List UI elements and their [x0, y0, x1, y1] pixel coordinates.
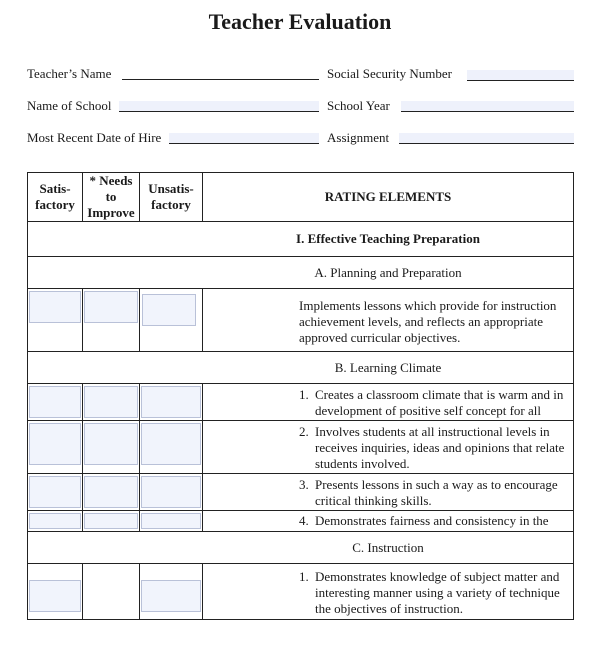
item-number: 4. — [299, 513, 309, 528]
rating-element-item — [203, 421, 573, 472]
unsatisfactory-checkbox[interactable] — [141, 580, 201, 612]
rating-element-item — [203, 511, 573, 529]
satisfactory-checkbox[interactable] — [29, 386, 81, 418]
item-text: Demonstrates fairness and consistency in the — [315, 513, 549, 528]
satisfactory-checkbox[interactable] — [29, 291, 81, 323]
hire-date-label: Most Recent Date of Hire — [27, 130, 162, 145]
subsection-row — [28, 352, 574, 384]
table-row — [28, 474, 574, 511]
subsection-title-b: B. Learning Climate — [28, 352, 574, 384]
rating-table — [27, 172, 574, 620]
school-year-field[interactable] — [401, 101, 574, 112]
table-row — [28, 421, 574, 474]
col-needs-improve — [83, 173, 140, 222]
satisfactory-checkbox[interactable] — [29, 423, 81, 465]
needs-improve-checkbox[interactable] — [84, 476, 138, 508]
table-row — [28, 289, 574, 352]
col-unsatisfactory — [140, 173, 203, 222]
needs-improve-checkbox[interactable] — [84, 580, 138, 612]
subsection-row — [28, 257, 574, 289]
unsatisfactory-checkbox[interactable] — [141, 386, 201, 418]
item-number: 2. — [299, 424, 309, 439]
subsection-title-c: C. Instruction — [28, 532, 574, 564]
satisfactory-checkbox[interactable] — [29, 476, 81, 508]
needs-improve-checkbox[interactable] — [84, 423, 138, 465]
school-name-field[interactable] — [119, 101, 319, 112]
rating-element-text: Implements lessons which provide for instruction achievement levels, and reflects an appropriate approved curricular objectives. — [299, 298, 557, 345]
section-row — [28, 222, 574, 257]
needs-improve-checkbox[interactable] — [84, 386, 138, 418]
unsatisfactory-checkbox[interactable] — [141, 513, 201, 529]
unsatisfactory-checkbox[interactable] — [141, 423, 201, 465]
col-satisfactory-line1: Satis- — [39, 181, 71, 196]
item-text: Creates a classroom climate that is warm and in development of positive self concept for all — [315, 387, 564, 418]
page-title: Teacher Evaluation — [208, 9, 392, 34]
ssn-label: Social Security Number — [327, 66, 452, 81]
table-row — [28, 564, 574, 620]
item-text: Involves students at all instructional levels in receives inquiries, ideas and opinions that relate students involved. — [315, 424, 565, 471]
col-needs-improve-line2: Improve — [87, 205, 135, 220]
col-satisfactory-line2: factory — [35, 197, 75, 212]
item-number: 3. — [299, 477, 309, 492]
col-rating-elements: RATING ELEMENTS — [203, 173, 574, 222]
col-unsatisfactory-line2: factory — [151, 197, 191, 212]
hire-date-field[interactable] — [169, 133, 319, 144]
school-name-label: Name of School — [27, 98, 112, 113]
rating-element-item — [203, 474, 573, 509]
satisfactory-checkbox[interactable] — [29, 580, 81, 612]
unsatisfactory-checkbox[interactable] — [142, 294, 196, 326]
teacher-name-field[interactable] — [122, 79, 319, 80]
assignment-label: Assignment — [327, 130, 390, 145]
table-header-row — [28, 173, 574, 222]
unsatisfactory-checkbox[interactable] — [141, 476, 201, 508]
item-number: 1. — [299, 387, 309, 402]
item-number: 1. — [299, 569, 309, 584]
needs-improve-checkbox[interactable] — [84, 513, 138, 529]
col-needs-improve-line1: * Needs to — [89, 173, 133, 204]
subsection-row — [28, 532, 574, 564]
teacher-name-label: Teacher’s Name — [27, 66, 112, 81]
item-text: Presents lessons in such a way as to encourage critical thinking skills. — [315, 477, 558, 508]
table-row — [28, 511, 574, 532]
school-year-label: School Year — [327, 98, 390, 113]
section-title: I. Effective Teaching Preparation — [28, 222, 574, 257]
col-satisfactory — [28, 173, 83, 222]
satisfactory-checkbox[interactable] — [29, 513, 81, 529]
rating-element-item — [203, 384, 573, 419]
item-text: Demonstrates knowledge of subject matter and interesting manner using a variety of technique the objectives of instruction. — [315, 569, 560, 616]
col-unsatisfactory-line1: Unsatis- — [148, 181, 194, 196]
table-row — [28, 384, 574, 421]
subsection-title-a: A. Planning and Preparation — [28, 257, 574, 289]
needs-improve-checkbox[interactable] — [84, 291, 138, 323]
assignment-field[interactable] — [399, 133, 574, 144]
rating-element-item — [203, 564, 573, 617]
ssn-field[interactable] — [467, 70, 574, 81]
